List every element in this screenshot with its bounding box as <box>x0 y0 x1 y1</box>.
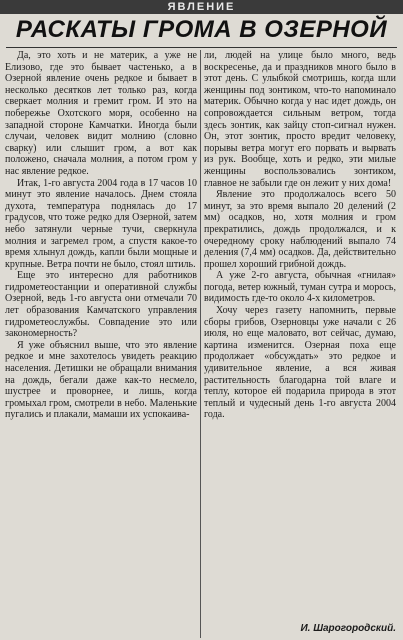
headline-rule <box>6 47 397 48</box>
paragraph-continuation: ли, людей на улице было много, ведь воскресенье, да и праздников много было в этот день. С улыбкой смотришь, когда шли женщины под зонтиком, что-то напоминало материк. Обычно когда у нас идет дождь, он сопровождается сильным ветром, тогда здесь зонтик, как зайцу стоп-сигнал нужен. Он, этот зонтик, просто вредит человеку, порывы ветра могут его порвать и вырвать из рук. Вообще, хоть и редко, эти милые женщины воспользовались зонтиком, главное не забыли где он лежит у них дома! <box>204 50 396 189</box>
paragraph: А уже 2-го августа, обычная «гнилая» погода, ветер южный, туман сутра и морось, видимость где-то около 4-х километров. <box>204 270 396 305</box>
paragraph: Я уже объяснил выше, что это явление редкое и мне захотелось увидеть реакцию населения. Детишки не обращали внимания на дождь, бегали даже как-то несмело, шустрее и проворнее, и лишь, когда громыхал гром, смотрели в небо. Маленькие пугались и плакали, мамаши их успокаива- <box>5 339 197 421</box>
paragraph: Еще это интересно для работников гидрометеостанции и оперативной службы Озерной, ведь 1-го августа они отмечали 70 лет образования Камчатского управления гидрометеослужбы. Совпадение это или закономерность? <box>5 270 197 340</box>
paragraph: Итак, 1-го августа 2004 года в 17 часов 10 минут это явление началось. Днем стояла духота, температура поднялась до 17 градусов, что тоже редко для Озерной, затем небо затянули черные тучи, сверкнула молния и загремел гром, а спустя какое-то время хлынул дождь, капли были мощные и крупные. Ветра почти не было, стоял штиль. <box>5 177 197 270</box>
paragraph: Да, это хоть и не материк, а уже не Елизово, где это бывает частенько, а в Озерной явление очень редкое и бывает в несколько десятков лет только раз, когда сверкает молния и гремит гром. И это на побережье Охотского моря, особенно на западной стороне Камчатки. Иногда были случаи, человек видит молнию (словно сварку) или слышит гром, а вот как положено, сначала молния, а потом гром у нас явление редкое. <box>5 50 197 177</box>
author-signature: И. Шарогородский. <box>300 623 396 634</box>
article-headline: РАСКАТЫ ГРОМА В ОЗЕРНОЙ <box>15 16 388 43</box>
column-divider <box>200 50 201 638</box>
article-column-left <box>5 50 197 626</box>
article-column-right <box>204 50 396 626</box>
paragraph: Хочу через газету напомнить, первые сборы грибов, Озерновцы уже начали с 26 июля, но еще маловато, вот сейчас, думаю, картина изменится. Озерная поха еще продолжает «обсуждать» это редкое и удивительное явление, а вся живая растительность благодарна той влаге и теплу, которое ей подарила природа в этот теплый и чудесный день 1-го августа 2004 года. <box>204 305 396 421</box>
paragraph: Явление это продолжалось всего 50 минут, за это время выпало 20 делений (2 мм) осадков, но, хотя молния и гром прекратились, дождь продолжался, и к очередному сроку наблюдений выпало 74 деления (7,4 мм) осадков. Да, действительно прошел хороший грибной дождь. <box>204 189 396 270</box>
rubric-label: ЯВЛЕНИЕ <box>167 1 236 13</box>
